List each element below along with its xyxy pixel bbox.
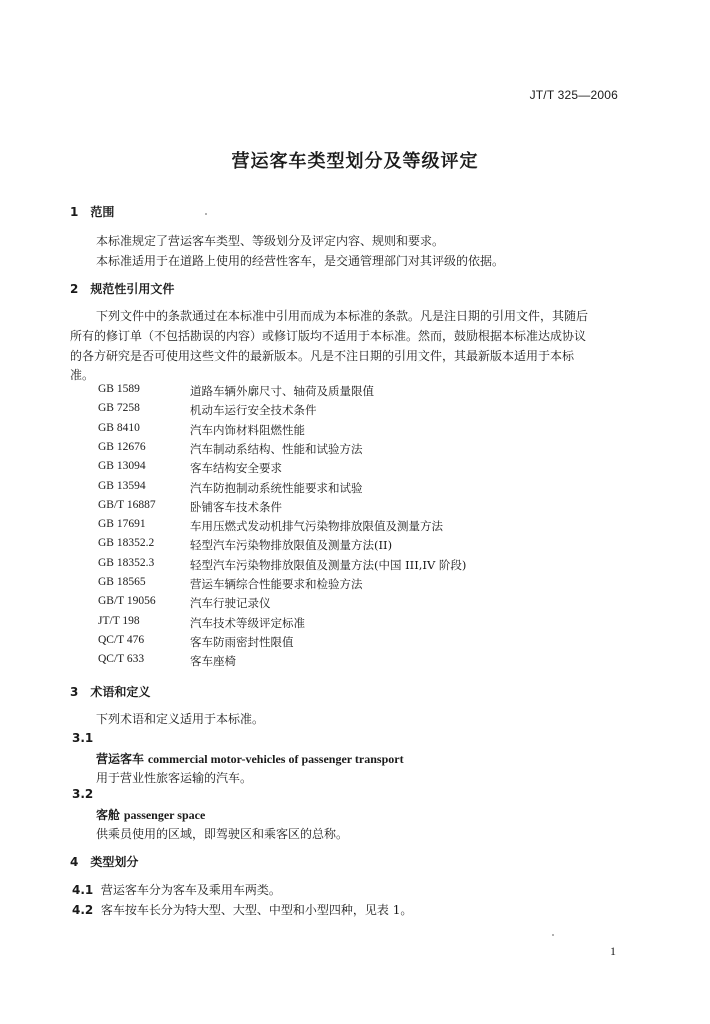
reference-title: 汽车内饰材料阻燃性能 <box>190 422 305 437</box>
section-2-heading: 2 规范性引用文件 <box>70 282 175 296</box>
reference-code: GB 13594 <box>98 479 146 492</box>
scan-speck <box>552 934 554 936</box>
term-heading <box>96 806 205 823</box>
section-1-heading: 1 范围 <box>70 205 115 219</box>
reference-code: GB 8410 <box>98 421 140 434</box>
section-3-heading: 3 术语和定义 <box>70 685 151 699</box>
reference-title: 车用压燃式发动机排气污染物排放限值及测量方法 <box>190 519 443 534</box>
term-en: commercial motor-vehicles of passenger transport <box>147 752 404 766</box>
reference-title: 卧铺客车技术条件 <box>190 499 282 514</box>
clause-4-1 <box>72 881 281 898</box>
term-number: 3.2 <box>72 787 94 801</box>
reference-code: GB 1589 <box>98 383 140 395</box>
term-definition: 供乘员使用的区域，即驾驶区和乘客区的总称。 <box>96 827 349 841</box>
reference-code: QC/T 476 <box>98 633 145 646</box>
reference-code: GB 17691 <box>98 518 146 531</box>
clause-4-2 <box>72 901 412 918</box>
reference-title: 汽车防抱制动系统性能要求和试验 <box>190 480 363 495</box>
reference-title: 机动车运行安全技术条件 <box>190 403 317 418</box>
reference-code: GB 18352.2 <box>98 537 155 550</box>
reference-code: GB 13094 <box>98 460 146 473</box>
term-zh: 客舱 <box>96 808 121 822</box>
reference-code: GB 7258 <box>98 402 140 415</box>
clause-text: 客车按车长分为特大型、大型、中型和小型四种，见表 1。 <box>100 903 413 917</box>
standard-code: JT/T 325—2006 <box>529 88 618 102</box>
reference-title: 汽车技术等级评定标准 <box>190 615 305 630</box>
page-number: 1 <box>610 944 616 958</box>
reference-title: 轻型汽车污染物排放限值及测量方法(中国 III,IV 阶段) <box>190 557 467 572</box>
reference-code: GB 12676 <box>98 440 146 453</box>
section-2-intro-line-1: 下列文件中的条款通过在本标准中引用而成为本标准的条款。凡是注日期的引用文件，其随后 <box>96 309 589 323</box>
term-number: 3.1 <box>72 731 94 745</box>
reference-list <box>98 383 618 673</box>
section-1-para-1: 本标准规定了营运客车类型、等级划分及评定内容、规则和要求。 <box>96 234 445 248</box>
reference-code: GB/T 19056 <box>98 595 156 608</box>
section-2-intro-line-3: 的各方研究是否可使用这些文件的最新版本。凡是不注日期的引用文件，其最新版本适用于本标 <box>70 349 575 363</box>
reference-title: 客车结构安全要求 <box>190 461 282 476</box>
scan-speck <box>205 213 207 215</box>
reference-title: 道路车辆外廓尺寸、轴荷及质量限值 <box>190 384 374 398</box>
term-definition: 用于营业性旅客运输的汽车。 <box>96 771 253 785</box>
reference-code: GB 18565 <box>98 576 146 588</box>
term-heading <box>96 750 404 767</box>
reference-code: JT/T 198 <box>98 614 140 627</box>
reference-code: GB/T 16887 <box>98 498 156 511</box>
clause-number: 4.1 <box>72 883 94 897</box>
reference-title: 客车防雨密封性限值 <box>190 634 294 649</box>
section-1-para-2: 本标准适用于在道路上使用的经营性客车，是交通管理部门对其评级的依据。 <box>96 254 505 268</box>
section-2-intro-line-2: 所有的修订单（不包括勘误的内容）或修订版均不适用于本标准。然而，鼓励根据本标准达成协议 <box>70 329 587 343</box>
reference-title: 客车座椅 <box>190 654 236 669</box>
section-2-intro-line-4: 准。 <box>70 368 95 382</box>
reference-code: QC/T 633 <box>98 653 145 666</box>
section-3-intro: 下列术语和定义适用于本标准。 <box>96 712 265 726</box>
document-title: 营运客车类型划分及等级评定 <box>231 151 479 172</box>
clause-text: 营运客车分为客车及乘用车两类。 <box>100 883 281 897</box>
reference-title: 营运车辆综合性能要求和检验方法 <box>190 577 363 591</box>
term-zh: 营运客车 <box>96 752 145 766</box>
term-en: passenger space <box>123 808 206 822</box>
clause-number: 4.2 <box>72 903 94 917</box>
reference-title: 轻型汽车污染物排放限值及测量方法(II) <box>190 538 393 553</box>
section-4-heading: 4 类型划分 <box>70 855 139 869</box>
reference-code: GB 18352.3 <box>98 556 155 569</box>
reference-title: 汽车制动系结构、性能和试验方法 <box>190 441 363 456</box>
reference-title: 汽车行驶记录仪 <box>190 596 271 611</box>
